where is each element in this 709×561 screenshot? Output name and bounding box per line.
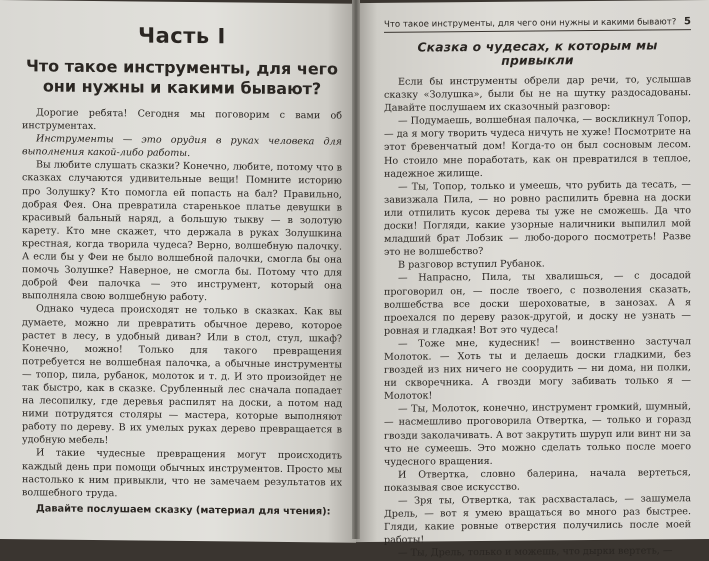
paragraph-cinderella: Вы любите слушать сказки? Конечно, любите, потому что в сказках случаются удивительные вещи! Помните историю про Золушку? Кто помогла ей попасть на бал? Правильно, добрая Фея. Она превратила старенькое платье девушки в красивый бальный наряд, а большую тыкву — в золотую карету. Кто мне скажет, что держала в руках Золушкина крестная, когда творила чудеса? Верно, волшебную палочку. А если бы у Феи не было волшебной палочки, смогла бы она помочь Золушке? Наверное, не смогла бы. Потому что для доброй Феи палочка — это инструмент, который она выполняла свою волшебную работу.: [22, 159, 342, 304]
running-head: [384, 16, 691, 33]
chapter-title: Что такое инструменты, для чего они нужны и какими бывают?: [25, 56, 339, 99]
story-paragraph: — Тоже мне, кудесник! — воинственно застучал Молоток. — Хоть ты и делаешь доски гладкими, без гвоздей из них ничего не соорудить — ни дома, ни полки, ни скворечника. А гвозди могу забивать только я — Молоток!: [384, 336, 691, 403]
story-paragraph: — Ты, Молоток, конечно, инструмент громкий, шумный, — насмешливо проговорила Отвертка, — только и горазд гвозди заколачивать. А вот закрутить шуруп или винт ни за что не сумеешь. Это можно сделать только после моего чудесного вращения.: [384, 401, 691, 468]
page-number: 5: [684, 16, 691, 28]
paragraph-miracles: Однако чудеса происходят не только в сказках. Как вы думаете, можно ли превратить обычное дерево, которое растет в лесу, в удобный диван? Или в стол, стул, шкаф? Конечно, можно! Только для такого превращения потребуется не волшебная палочка, а обычные инструменты — топор, пила, рубанок, молоток и т. д. И это произойдет не так быстро, как в сказке. Срубленный лес сначала попадает на лесопилку, где деревья распилят на доски, а потом над ними потрудятся столяры — мастера, которые выполняют работу по дереву. В их умелых руках дерево превращается в удобную мебель!: [22, 303, 342, 447]
story-paragraph: В разговор вступил Рубанок.: [398, 258, 545, 272]
paragraph-transformations: И такие чудесные превращения могут происходить каждый день при помощи обычных инструментов. Просто мы настолько к ним привыкли, что не замечаем результатов их волшебного труда.: [22, 447, 342, 499]
story-paragraph: И Отвертка, словно балерина, начала вертеться, показывая свое искусство.: [384, 466, 691, 494]
part-title: Часть I: [138, 23, 226, 49]
paragraph-greeting: Дорогие ребята! Сегодня мы поговорим с вами об инструментах.: [22, 107, 342, 133]
story-paragraph: — Ты, Дрель, только и можешь, что дырки вертеть, —: [398, 545, 673, 560]
section-title: Сказка о чудесах, к которым мы привыкли: [417, 38, 658, 68]
right-page: [356, 0, 709, 560]
story-paragraph: — Напрасно, Пила, ты хвалишься, — с досадой проговорил он, — после твоего, с позволения сказать, волшебства все доски шероховатые, в занозах. А я проехался по дереву разок-другой, и доску не узнать — ровная и гладкая! Вот это чудеса!: [384, 270, 691, 337]
story-paragraph: — Зря ты, Отвертка, так расхвасталась, — зашумела Дрель, — вот я умею вращаться во много раз быстрее. Гляди, какие ровные отверстия получились после моей работы!: [384, 493, 691, 547]
story-paragraph: — Подумаешь, волшебная палочка, — воскликнул Топор, — да я могу творить чудеса ничуть не хуже! Посмотрите на этот бревенчатый дом! Когда-то он был сосновым лесом. Но стоило мне поработать, как он превратился в теплое, надежное жилище.: [384, 113, 691, 180]
story-paragraph: — Ты, Топор, только и умеешь, что рубить да тесать, — завизжала Пила, — но ровно распилить бревна на доски или отпилить кусок дерева ты уже не сможешь. Да что доски! Погляди, какие узорные наличники выпилил мой младший брат Лобзик — любо-дорого посмотреть! Разве это не волшебство?: [384, 178, 691, 259]
story-paragraph: Если бы инструменты обрели дар речи, то, услышав сказку «Золушка», были бы не на шутку раздосадованы. Давайте послушаем их сказочный разговор:: [384, 74, 691, 115]
running-head-title: Что такое инструменты, для чего они нужны и какими бывают?: [384, 17, 677, 30]
left-page: [0, 0, 356, 543]
book-gutter: [352, 0, 360, 539]
paragraph-listen: Давайте послушаем сказку (материал для чтения):: [36, 503, 331, 518]
paragraph-definition: Инструменты — это орудия в руках человека для выполнения какой-либо работы.: [22, 133, 342, 160]
